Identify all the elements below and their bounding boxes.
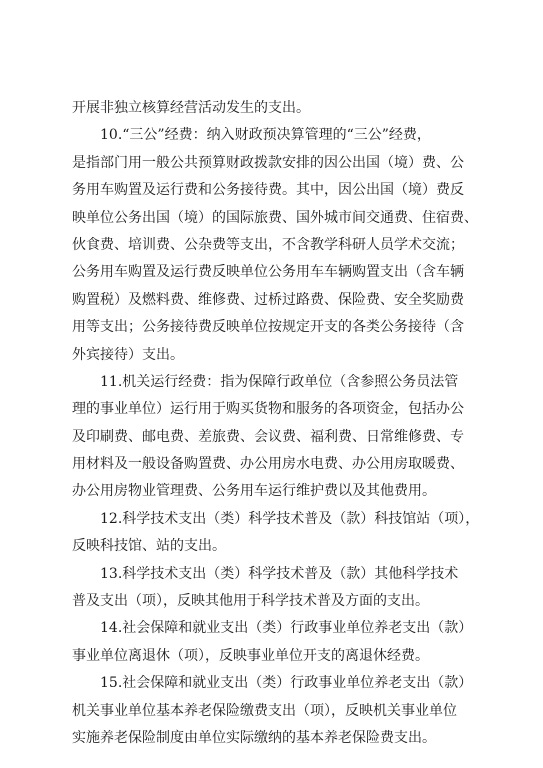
- text-line: 12.科学技术支出（类）科学技术普及（款）科技馆站（项），: [100, 510, 480, 527]
- document-body: [72, 95, 480, 752]
- text-line: 公务用车购置及运行费反映单位公务用车车辆购置支出（含车辆: [72, 264, 464, 281]
- paragraph-item-11-operating-funds: [72, 369, 477, 506]
- text-line: 14.社会保障和就业支出（类）行政事业单位养老支出（款）: [100, 620, 473, 637]
- paragraph-item-13: [72, 561, 477, 616]
- text-line: 13.科学技术支出（类）科学技术普及（款）其他科学技术: [100, 565, 459, 582]
- text-line: 用材料及一般设备购置费、办公用房水电费、办公用房取暖费、: [72, 456, 464, 473]
- text-line: 事业单位离退休（项），反映事业单位开支的离退休经费。: [72, 647, 429, 664]
- text-line: 理的事业单位）运行用于购买货物和服务的各项资金，包括办公: [72, 401, 464, 418]
- text-line: 开展非独立核算经营活动发生的支出。: [72, 100, 310, 116]
- text-line: 实施养老保险制度由单位实际缴纳的基本养老保险费支出。: [72, 729, 436, 746]
- text-line: 购置税）及燃料费、维修费、过桥过路费、保险费、安全奖励费: [72, 291, 464, 308]
- text-line: 伙食费、培训费、公杂费等支出，不含教学科研人员学术交流；: [72, 236, 464, 253]
- text-line: 11.机关运行经费：指为保障行政单位（含参照公务员法管: [100, 373, 459, 390]
- text-line: 办公用房物业管理费、公务用车运行维护费以及其他费用。: [72, 483, 436, 500]
- text-line: 普及支出（项），反映其他用于科学技术普及方面的支出。: [72, 593, 429, 610]
- text-line: 务用车购置及运行费和公务接待费。其中，因公出国（境）费反: [72, 182, 464, 199]
- text-line: 外宾接待）支出。: [72, 346, 184, 363]
- text-line: 映单位公务出国（境）的国际旅费、国外城市间交通费、住宿费、: [72, 209, 478, 226]
- text-line: 反映科技馆、站的支出。: [72, 538, 226, 555]
- text-line: 机关事业单位基本养老保险缴费支出（项），反映机关事业单位: [72, 702, 457, 719]
- paragraph-item-12: [72, 506, 480, 561]
- paragraph-item-14: [72, 615, 477, 670]
- text-line: 用等支出；公务接待费反映单位按规定开支的各类公务接待（含: [72, 319, 464, 336]
- paragraph-continuation: [72, 95, 477, 122]
- paragraph-item-15: [72, 670, 477, 752]
- text-line: 15.社会保障和就业支出（类）行政事业单位养老支出（款）: [100, 675, 473, 692]
- text-line: 是指部门用一般公共预算财政拨款安排的因公出国（境）费、公: [72, 154, 464, 171]
- paragraph-item-10-sangong-funds: [72, 122, 477, 369]
- text-line: 10.“三公”经费：纳入财政预决算管理的“三公”经费，: [100, 127, 431, 144]
- text-line: 及印刷费、邮电费、差旅费、会议费、福利费、日常维修费、专: [72, 428, 464, 445]
